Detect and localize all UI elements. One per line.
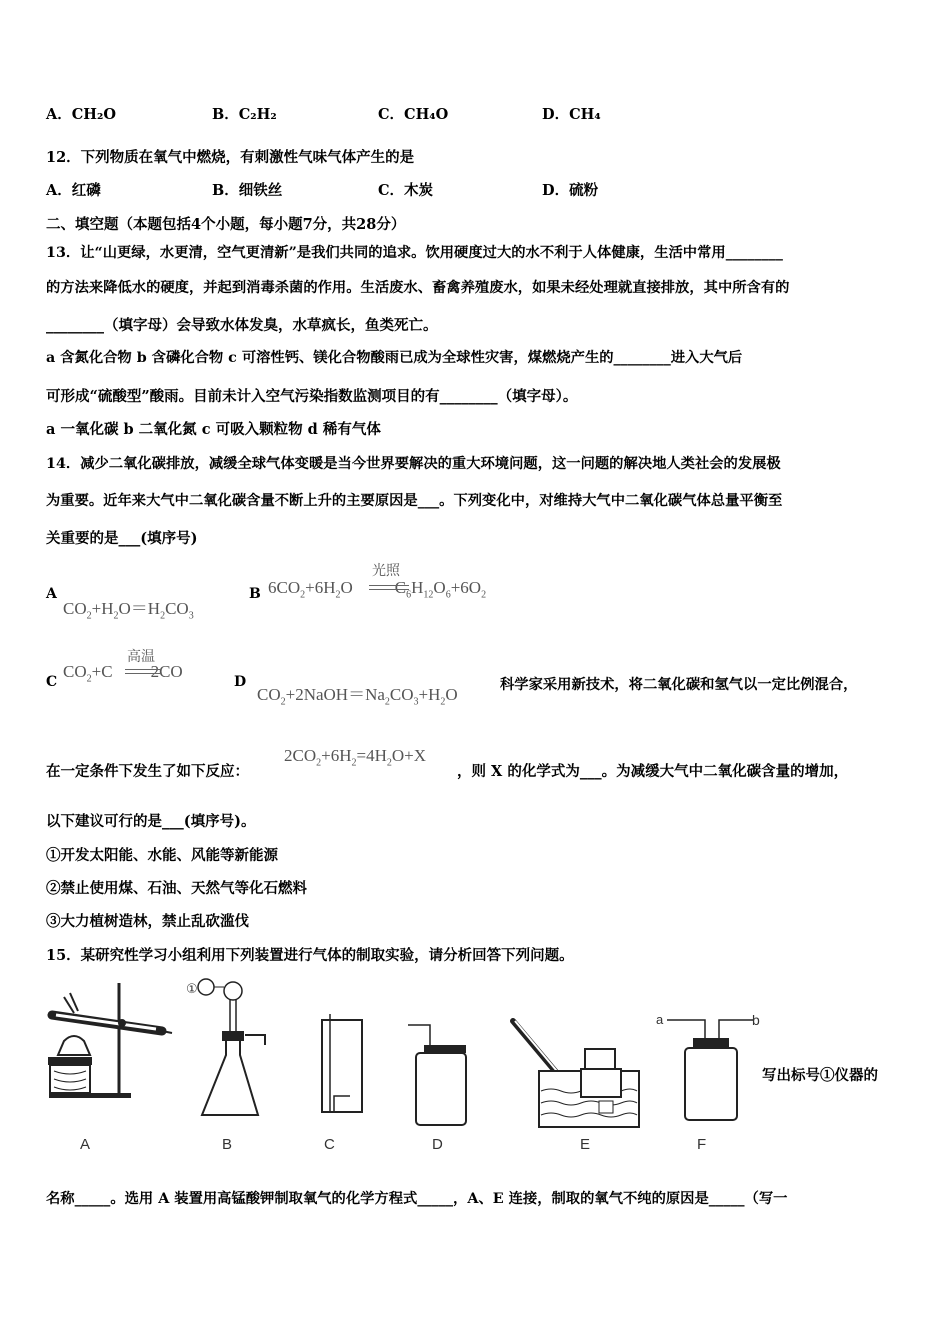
q14-suggest: 以下建议可行的是___(填序号)。	[46, 813, 256, 830]
q11-option-b: B．C₂H₂	[212, 106, 277, 123]
q14-reaction-post: ，则 X 的化学式为___。为减缓大气中二氧化碳含量的增加，	[457, 763, 849, 780]
apparatus-e-figure	[505, 1015, 645, 1130]
q12-option-b: B．细铁丝	[212, 182, 283, 199]
q12-option-d: D．硫粉	[542, 182, 599, 199]
equation-c-arrow	[125, 669, 161, 674]
apparatus-b-figure	[190, 975, 270, 1125]
q14-suggestion-2: ②禁止使用煤、石油、天然气等化石燃料	[46, 880, 307, 897]
apparatus-d-figure	[404, 1015, 474, 1130]
q11-option-d: D．CH₄	[542, 106, 601, 123]
equation-b: $6CO_2+6H_2O$ $C_6H_{12}O_6+6O_2$	[268, 578, 487, 601]
q13-line-4: a 含氮化合物 b 含磷化合物 c 可溶性钙、镁化合物酸雨已成为全球性灾害，煤燃烧产生的________进入大气后	[46, 350, 743, 366]
q11-option-a: A．CH₂O	[46, 106, 116, 123]
q14-line-2: 为重要。近年来大气中二氧化碳含量不断上升的主要原因是___。下列变化中，对维持大气中二氧化碳气体总量平衡至	[46, 493, 783, 509]
q14-reaction-pre: 在一定条件下发生了如下反应：	[46, 763, 249, 780]
equation-b-arrow	[369, 585, 409, 590]
q14-suggestion-3: ③大力植树造林，禁止乱砍滥伐	[46, 913, 249, 930]
q13-line-5: 可形成“硫酸型”酸雨。目前未计入空气污染指数监测项目的有________（填字母）。	[46, 388, 578, 405]
apparatus-label-a: A	[80, 1136, 91, 1153]
q14-option-b-label: B	[249, 586, 261, 602]
port-b-label: b	[752, 1012, 760, 1028]
q15-side-text: 写出标号①仪器的	[762, 1067, 878, 1084]
q12-option-a: A．红磷	[46, 182, 101, 199]
equation-x: $2CO_2+6H_2=4H_2O+X$	[284, 746, 427, 769]
q14-after-d: 科学家采用新技术，将二氧化碳和氢气以一定比例混合，	[500, 677, 858, 693]
apparatus-label-e: E	[580, 1136, 591, 1153]
section-title: 二、填空题（本题包括4个小题，每小题7分，共28分）	[46, 216, 406, 233]
apparatus-label-c: C	[324, 1136, 335, 1153]
q11-option-c: C．CH₄O	[378, 106, 449, 123]
apparatus-c-figure	[312, 1010, 372, 1125]
apparatus-label-f: F	[697, 1136, 707, 1153]
instrument-marker: ①	[186, 981, 198, 996]
q12-option-c: C．木炭	[378, 182, 434, 199]
port-a-label: a	[656, 1012, 664, 1027]
q13-line-3: ________（填字母）会导致水体发臭，水草疯长，鱼类死亡。	[46, 317, 438, 334]
q13-line-6: a 一氧化碳 b 二氧化氮 c 可吸入颗粒物 d 稀有气体	[46, 421, 381, 438]
condition-light: 光照	[372, 564, 400, 579]
apparatus-label-b: B	[222, 1136, 233, 1153]
equation-c: $CO_2+C$ 2CO	[63, 662, 183, 685]
equation-d: $CO_2+2NaOH=Na_2CO_3+H_2O$	[257, 685, 458, 708]
q14-option-a-label: A	[46, 586, 57, 602]
q12-stem: 12．下列物质在氧气中燃烧，有刺激性气味气体产生的是	[46, 149, 415, 166]
q15-last-line: 名称_____。选用 A 装置用高锰酸钾制取氧气的化学方程式_____，A、E 连接，制取的氧气不纯的原因是_____（写一	[46, 1191, 788, 1207]
q14-line-1: 14．减少二氧化碳排放，减缓全球气体变暖是当今世界要解决的重大环境问题，这一问题的解决地人类社会的发展极	[46, 456, 781, 472]
apparatus-f-figure	[665, 1010, 765, 1125]
q14-option-d-label: D	[234, 674, 247, 690]
q15-stem: 15．某研究性学习小组利用下列装置进行气体的制取实验，请分析回答下列问题。	[46, 947, 574, 964]
equation-a: $CO_2+H_2O=H_2CO_3$	[63, 599, 194, 622]
q14-suggestion-1: ①开发太阳能、水能、风能等新能源	[46, 847, 278, 864]
apparatus-label-d: D	[432, 1136, 443, 1153]
q14-line-3: 关重要的是___(填序号)	[46, 530, 198, 547]
apparatus-a-figure	[44, 975, 174, 1125]
q14-option-c-label: C	[46, 674, 58, 690]
condition-high-temp: 高温	[127, 650, 155, 665]
q13-line-1: 13．让“山更绿，水更清，空气更清新”是我们共同的追求。饮用硬度过大的水不利于人体健康，生活中常用________	[46, 245, 783, 261]
q13-line-2: 的方法来降低水的硬度，并起到消毒杀菌的作用。生活废水、畜禽养殖废水，如果未经处理就直接排放，其中所含有的	[46, 280, 790, 296]
